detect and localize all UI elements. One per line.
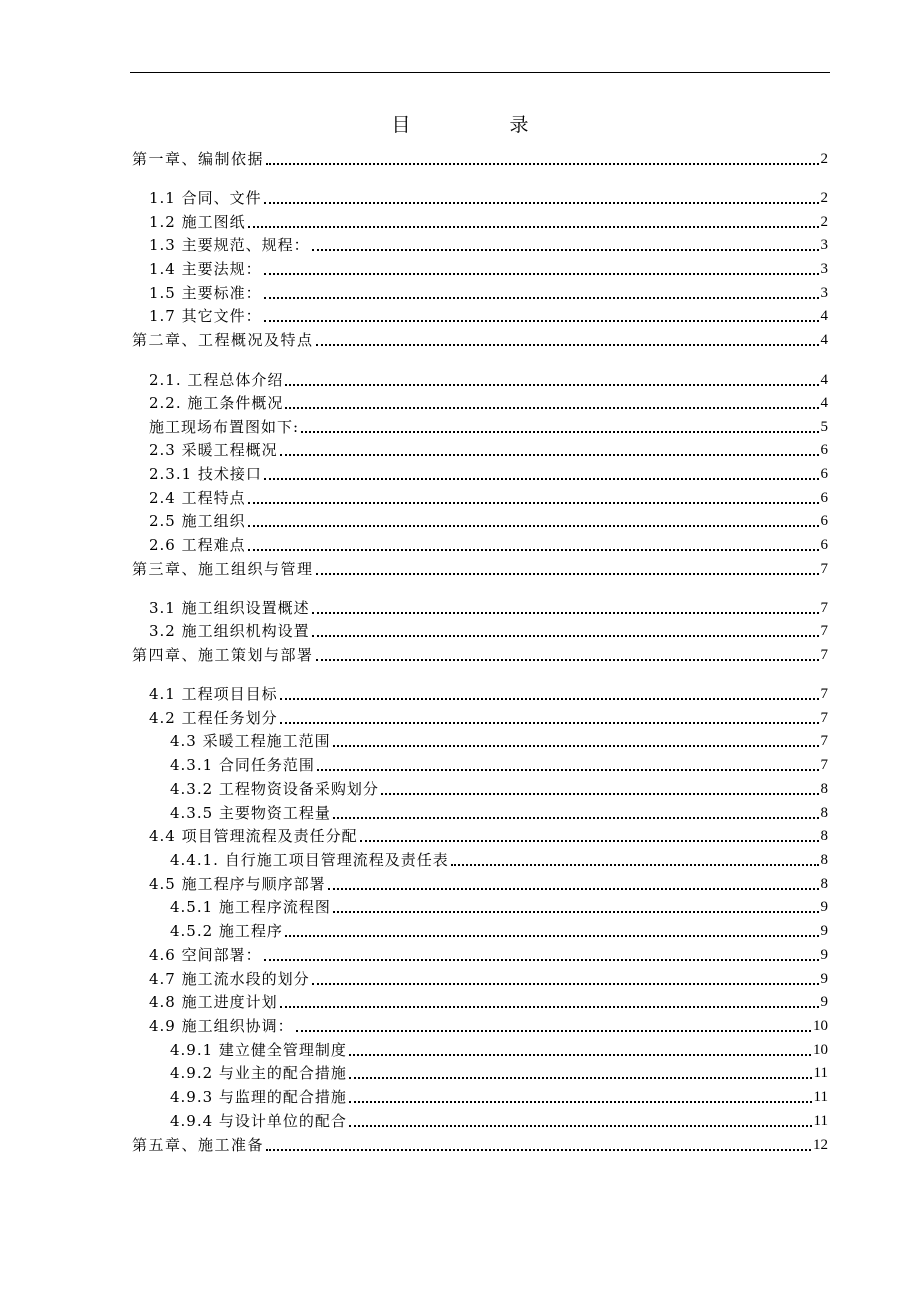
toc-dot-leader — [280, 454, 819, 456]
toc-dot-leader — [312, 635, 819, 637]
toc-page-number: 6 — [820, 513, 828, 529]
toc-entry-label: 1.1 合同、文件 — [149, 189, 262, 207]
toc-section-entry[interactable] — [149, 280, 828, 302]
toc-dot-leader — [301, 431, 818, 433]
toc-page-number: 3 — [820, 237, 828, 253]
toc-dot-leader — [316, 659, 819, 661]
toc-section-entry[interactable] — [170, 1084, 828, 1106]
toc-section-entry[interactable] — [149, 185, 828, 207]
toc-dot-leader — [248, 525, 819, 527]
toc-section-entry[interactable] — [149, 303, 828, 325]
toc-dot-leader — [264, 273, 819, 275]
toc-section-entry[interactable] — [149, 414, 828, 436]
toc-entry-label: 1.4 主要法规： — [149, 260, 262, 278]
toc-page-number: 10 — [813, 1042, 828, 1058]
toc-page-number: 9 — [820, 971, 828, 987]
toc-page-number: 8 — [820, 781, 828, 797]
toc-page-number: 4 — [820, 372, 828, 388]
toc-page-number: 6 — [820, 537, 828, 553]
toc-page-number: 7 — [820, 733, 828, 749]
toc-entry-label: 4.3.2 工程物资设备采购划分 — [170, 780, 379, 798]
toc-dot-leader — [266, 1149, 811, 1151]
toc-section-entry[interactable] — [149, 989, 828, 1011]
toc-page-number: 7 — [820, 710, 828, 726]
toc-chapter-entry[interactable] — [132, 146, 828, 168]
toc-entry-label: 4.6 空间部署： — [149, 946, 262, 964]
toc-entry-label: 1.2 施工图纸 — [149, 213, 246, 231]
toc-section-entry[interactable] — [170, 1108, 828, 1130]
toc-section-entry[interactable] — [149, 942, 828, 964]
toc-page-number: 11 — [813, 1065, 828, 1081]
toc-dot-leader — [264, 320, 819, 322]
toc-section-entry[interactable] — [170, 847, 828, 869]
toc-section-entry[interactable] — [170, 1037, 828, 1059]
toc-dot-leader — [312, 983, 819, 985]
toc-entry-label: 4.9 施工组织协调： — [149, 1017, 294, 1035]
toc-page-number: 8 — [820, 876, 828, 892]
toc-dot-leader — [333, 817, 819, 819]
toc-section-entry[interactable] — [149, 485, 828, 507]
toc-entry-label: 4.4 项目管理流程及责任分配 — [149, 827, 358, 845]
toc-dot-leader — [264, 297, 819, 299]
toc-page-number: 3 — [820, 261, 828, 277]
toc-page-number: 7 — [820, 757, 828, 773]
toc-dot-leader — [349, 1054, 811, 1056]
toc-page-number: 12 — [813, 1137, 828, 1153]
toc-page-number: 5 — [820, 419, 828, 435]
toc-page-number: 7 — [820, 686, 828, 702]
toc-section-entry[interactable] — [149, 232, 828, 254]
toc-entry-label: 4.9.3 与监理的配合措施 — [170, 1088, 347, 1106]
toc-dot-leader — [349, 1125, 812, 1127]
toc-entry-label: 3.2 施工组织机构设置 — [149, 622, 310, 640]
toc-dot-leader — [285, 384, 818, 386]
toc-page-number: 8 — [820, 828, 828, 844]
toc-entry-label: 4.7 施工流水段的划分 — [149, 970, 310, 988]
toc-page-number: 11 — [813, 1113, 828, 1129]
toc-section-entry[interactable] — [170, 918, 828, 940]
toc-section-entry[interactable] — [149, 823, 828, 845]
toc-entry-label: 4.9.4 与设计单位的配合 — [170, 1112, 347, 1130]
toc-chapter-entry[interactable] — [132, 327, 828, 349]
toc-entry-label: 4.9.1 建立健全管理制度 — [170, 1041, 347, 1059]
toc-dot-leader — [316, 573, 819, 575]
toc-entry-label: 4.8 施工进度计划 — [149, 993, 278, 1011]
toc-dot-leader — [349, 1077, 812, 1079]
toc-dot-leader — [285, 935, 819, 937]
toc-dot-leader — [333, 745, 819, 747]
toc-section-entry[interactable] — [170, 752, 828, 774]
toc-section-entry[interactable] — [149, 618, 828, 640]
toc-entry-label: 4.1 工程项目目标 — [149, 685, 278, 703]
toc-entry-label: 3.1 施工组织设置概述 — [149, 599, 310, 617]
toc-page-number: 2 — [820, 151, 828, 167]
toc-page-number: 3 — [820, 285, 828, 301]
toc-page-number: 6 — [820, 490, 828, 506]
toc-page-number: 9 — [820, 923, 828, 939]
toc-section-entry[interactable] — [149, 532, 828, 554]
toc-page-number: 4 — [820, 332, 828, 348]
toc-section-entry[interactable] — [149, 437, 828, 459]
toc-dot-leader — [264, 478, 819, 480]
toc-entry-label: 2.2. 施工条件概况 — [149, 394, 284, 412]
toc-section-entry[interactable] — [170, 1060, 828, 1082]
toc-entry-label: 第四章、施工策划与部署 — [132, 646, 314, 664]
toc-section-entry[interactable] — [149, 367, 828, 389]
toc-entry-label: 2.4 工程特点 — [149, 489, 246, 507]
toc-chapter-entry[interactable] — [132, 642, 828, 664]
toc-entry-label: 2.3.1 技术接口 — [149, 465, 262, 483]
header-rule — [130, 72, 830, 73]
toc-entry-label: 2.5 施工组织 — [149, 512, 246, 530]
toc-page-number: 4 — [820, 308, 828, 324]
toc-section-entry[interactable] — [149, 705, 828, 727]
toc-dot-leader — [328, 888, 819, 890]
toc-entry-label: 4.3.5 主要物资工程量 — [170, 804, 331, 822]
toc-dot-leader — [248, 502, 819, 504]
toc-entry-label: 2.1. 工程总体介绍 — [149, 371, 284, 389]
toc-page-number: 7 — [820, 561, 828, 577]
toc-dot-leader — [333, 911, 819, 913]
toc-page-number: 4 — [820, 395, 828, 411]
toc-page-number: 10 — [813, 1018, 828, 1034]
toc-entry-label: 第三章、施工组织与管理 — [132, 560, 314, 578]
toc-section-entry[interactable] — [149, 390, 828, 412]
toc-entry-label: 2.3 采暖工程概况 — [149, 441, 278, 459]
toc-entry-label: 4.3 采暖工程施工范围 — [170, 732, 331, 750]
toc-dot-leader — [312, 612, 819, 614]
toc-page-number: 6 — [820, 466, 828, 482]
toc-entry-label: 4.5.2 施工程序 — [170, 922, 283, 940]
toc-title: 目 录 — [391, 114, 569, 136]
toc-entry-label: 4.9.2 与业主的配合措施 — [170, 1064, 347, 1082]
toc-entry-label: 4.5.1 施工程序流程图 — [170, 898, 331, 916]
toc-dot-leader — [266, 163, 818, 165]
toc-section-entry[interactable] — [170, 800, 828, 822]
toc-dot-leader — [248, 226, 819, 228]
toc-section-entry[interactable] — [149, 966, 828, 988]
toc-page-number: 8 — [820, 852, 828, 868]
toc-dot-leader — [280, 698, 819, 700]
toc-page-number: 9 — [820, 947, 828, 963]
toc-page-number: 9 — [820, 994, 828, 1010]
toc-dot-leader — [349, 1101, 812, 1103]
toc-dot-leader — [317, 769, 819, 771]
toc-page-number: 7 — [820, 600, 828, 616]
toc-dot-leader — [312, 249, 819, 251]
toc-entry-label: 4.4.1. 自行施工项目管理流程及责任表 — [170, 851, 449, 869]
toc-entry-label: 4.3.1 合同任务范围 — [170, 756, 315, 774]
toc-entry-label: 1.5 主要标准： — [149, 284, 262, 302]
toc-dot-leader — [381, 793, 819, 795]
toc-page-number: 2 — [820, 214, 828, 230]
toc-section-entry[interactable] — [149, 508, 828, 530]
toc-dot-leader — [280, 1006, 819, 1008]
toc-page-number: 7 — [820, 647, 828, 663]
toc-chapter-entry[interactable] — [132, 556, 828, 578]
toc-dot-leader — [360, 840, 819, 842]
toc-section-entry[interactable] — [149, 461, 828, 483]
toc-entry-label: 第一章、编制依据 — [132, 150, 265, 168]
toc-section-entry[interactable] — [149, 209, 828, 231]
toc-entry-label: 第五章、施工准备 — [132, 1136, 265, 1154]
toc-dot-leader — [316, 344, 819, 346]
toc-page-number: 8 — [820, 805, 828, 821]
toc-entry-label: 1.3 主要规范、规程： — [149, 236, 310, 254]
toc-section-entry[interactable] — [149, 256, 828, 278]
toc-page-number: 2 — [820, 190, 828, 206]
toc-dot-leader — [248, 549, 819, 551]
toc-entry-label: 施工现场布置图如下: — [149, 418, 300, 436]
toc-entry-label: 4.5 施工程序与顺序部署 — [149, 875, 326, 893]
toc-page-number: 9 — [820, 899, 828, 915]
toc-dot-leader — [280, 722, 819, 724]
toc-entry-label: 2.6 工程难点 — [149, 536, 246, 554]
toc-page-number: 11 — [813, 1089, 828, 1105]
toc-dot-leader — [264, 202, 819, 204]
toc-section-entry[interactable] — [170, 776, 828, 798]
toc-page-number: 6 — [820, 442, 828, 458]
toc-dot-leader — [285, 407, 818, 409]
toc-section-entry[interactable] — [149, 681, 828, 703]
toc-chapter-entry[interactable] — [132, 1132, 828, 1154]
toc-section-entry[interactable] — [170, 894, 828, 916]
toc-dot-leader — [296, 1030, 811, 1032]
toc-dot-leader — [451, 864, 819, 866]
toc-entry-label: 1.7 其它文件： — [149, 307, 262, 325]
toc-section-entry[interactable] — [149, 871, 828, 893]
toc-page-number: 7 — [820, 623, 828, 639]
toc-entry-label: 4.2 工程任务划分 — [149, 709, 278, 727]
toc-dot-leader — [264, 959, 819, 961]
toc-section-entry[interactable] — [149, 595, 828, 617]
toc-section-entry[interactable] — [149, 1013, 828, 1035]
toc-section-entry[interactable] — [170, 728, 828, 750]
toc-entry-label: 第二章、工程概况及特点 — [132, 331, 314, 349]
